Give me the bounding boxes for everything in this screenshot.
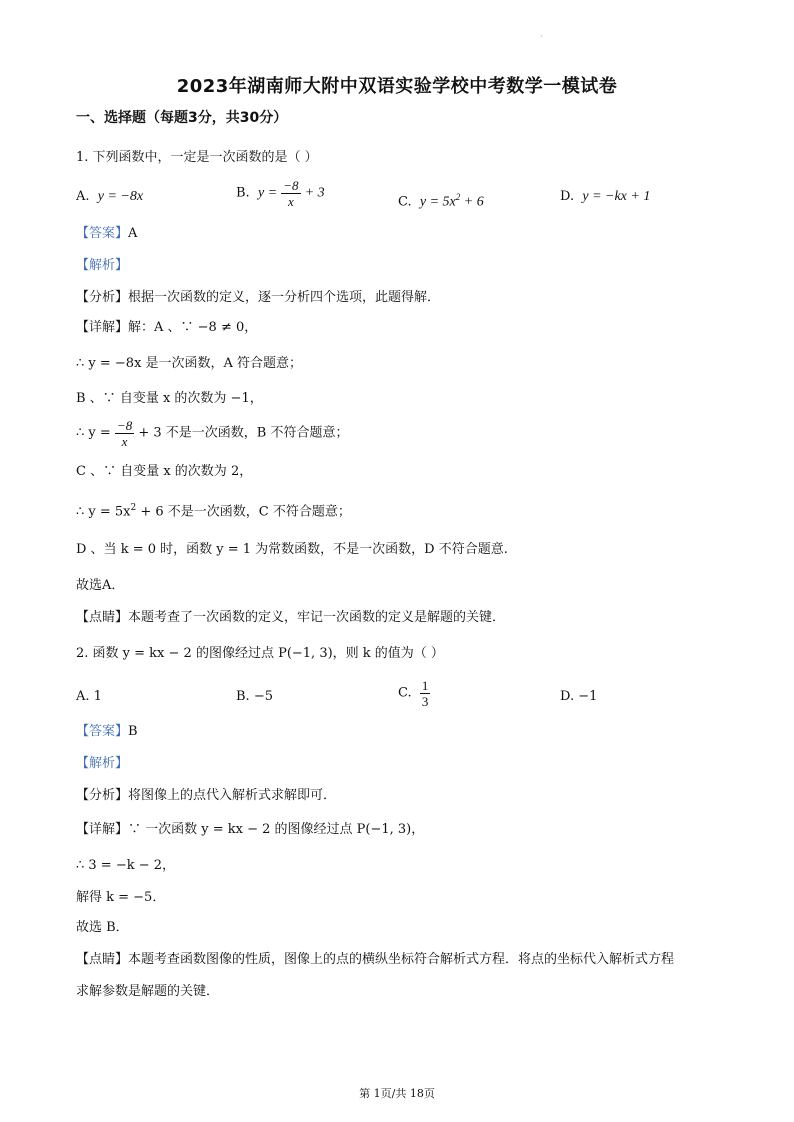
q1-detail-2: ∴ y = −8x 是一次函数，A 符合题意； (76, 356, 303, 371)
q2-dianjing-line-2: 求解参数是解题的关键． (76, 984, 220, 999)
q1-answer: 【答案】A (76, 226, 138, 241)
q1-detail-3: B 、∵ 自变量 x 的次数为 −1， (76, 391, 263, 406)
q1-detail-4: ∴ y = $\frac{-8}{x}$ + 3 不是一次函数，B 不符合题意； (76, 418, 349, 449)
q2-detail-1: 【详解】∵ 一次函数 y = kx − 2 的图像经过点 P(−1, 3)， (76, 822, 425, 837)
q2-fenxi: 【分析】将图像上的点代入解析式求解即可． (76, 788, 337, 803)
q1-option-c: C. $y = 5x^2 + 6$ (398, 192, 484, 210)
q1-option-b-fraction: $\frac{-8}{x}$ (283, 178, 299, 209)
q1-detail-1: 【详解】解：A 、∵ −8 ≠ 0， (76, 320, 258, 335)
q2-option-a: A. 1 (76, 689, 102, 704)
q1-detail-5: C 、∵ 自变量 x 的次数为 2， (76, 464, 253, 479)
q1-detail-6: ∴ $y = 5x^2 + 6$ 不是一次函数，C 不符合题意； (76, 503, 351, 520)
section-heading: 一、选择题（每题3分，共30分） (76, 110, 288, 126)
q2-dianjing-line-1: 【点睛】本题考查函数图像的性质，图像上的点的横纵坐标符合解析式方程．将点的坐标代入解析式方程 (76, 952, 675, 967)
q2-analysis-tag: 【解析】 (76, 756, 129, 771)
q1-option-d: D. y = −kx + 1 (560, 189, 651, 204)
q2-option-d: D. −1 (560, 689, 598, 704)
q1-detail-7: D 、当 k = 0 时，函数 y = 1 为常数函数，不是一次函数，D 不符合题意. (76, 542, 508, 557)
q1-dianjing: 【点睛】本题考查了一次函数的定义，牢记一次函数的定义是解题的关键． (76, 610, 506, 625)
q1-option-a: A. y = −8x (76, 189, 144, 204)
top-mark: · (540, 32, 543, 41)
q2-option-c-fraction: $\frac{1}{3}$ (421, 678, 429, 709)
page-footer: 第 1页/共 18页 (359, 1087, 435, 1100)
q2-choose: 故选 B． (76, 920, 129, 935)
q1-stem: 1. 下列函数中，一定是一次函数的是（ ） (76, 150, 318, 165)
page-title: 2023年湖南师大附中双语实验学校中考数学一模试卷 (176, 76, 618, 97)
q2-answer: 【答案】B (76, 724, 138, 739)
q2-option-c: C. $\frac{1}{3}$ (398, 678, 429, 709)
q2-stem: 2. 函数 y = kx − 2 的图像经过点 P(−1, 3)，则 k 的值为（ ） (76, 646, 444, 661)
q1-option-b: B. y = $\frac{-8}{x}$ + 3 (236, 178, 325, 209)
q2-detail-2: ∴ 3 = −k − 2， (76, 858, 176, 873)
q1-detail-4-fraction: $\frac{-8}{x}$ (116, 418, 133, 449)
q2-option-b: B. −5 (236, 689, 273, 704)
q1-fenxi: 【分析】根据一次函数的定义，逐一分析四个选项，此题得解． (76, 290, 441, 305)
q1-analysis-tag: 【解析】 (76, 258, 129, 273)
q1-choose: 故选A． (76, 578, 125, 593)
q2-detail-3: 解得 k = −5． (76, 890, 166, 905)
